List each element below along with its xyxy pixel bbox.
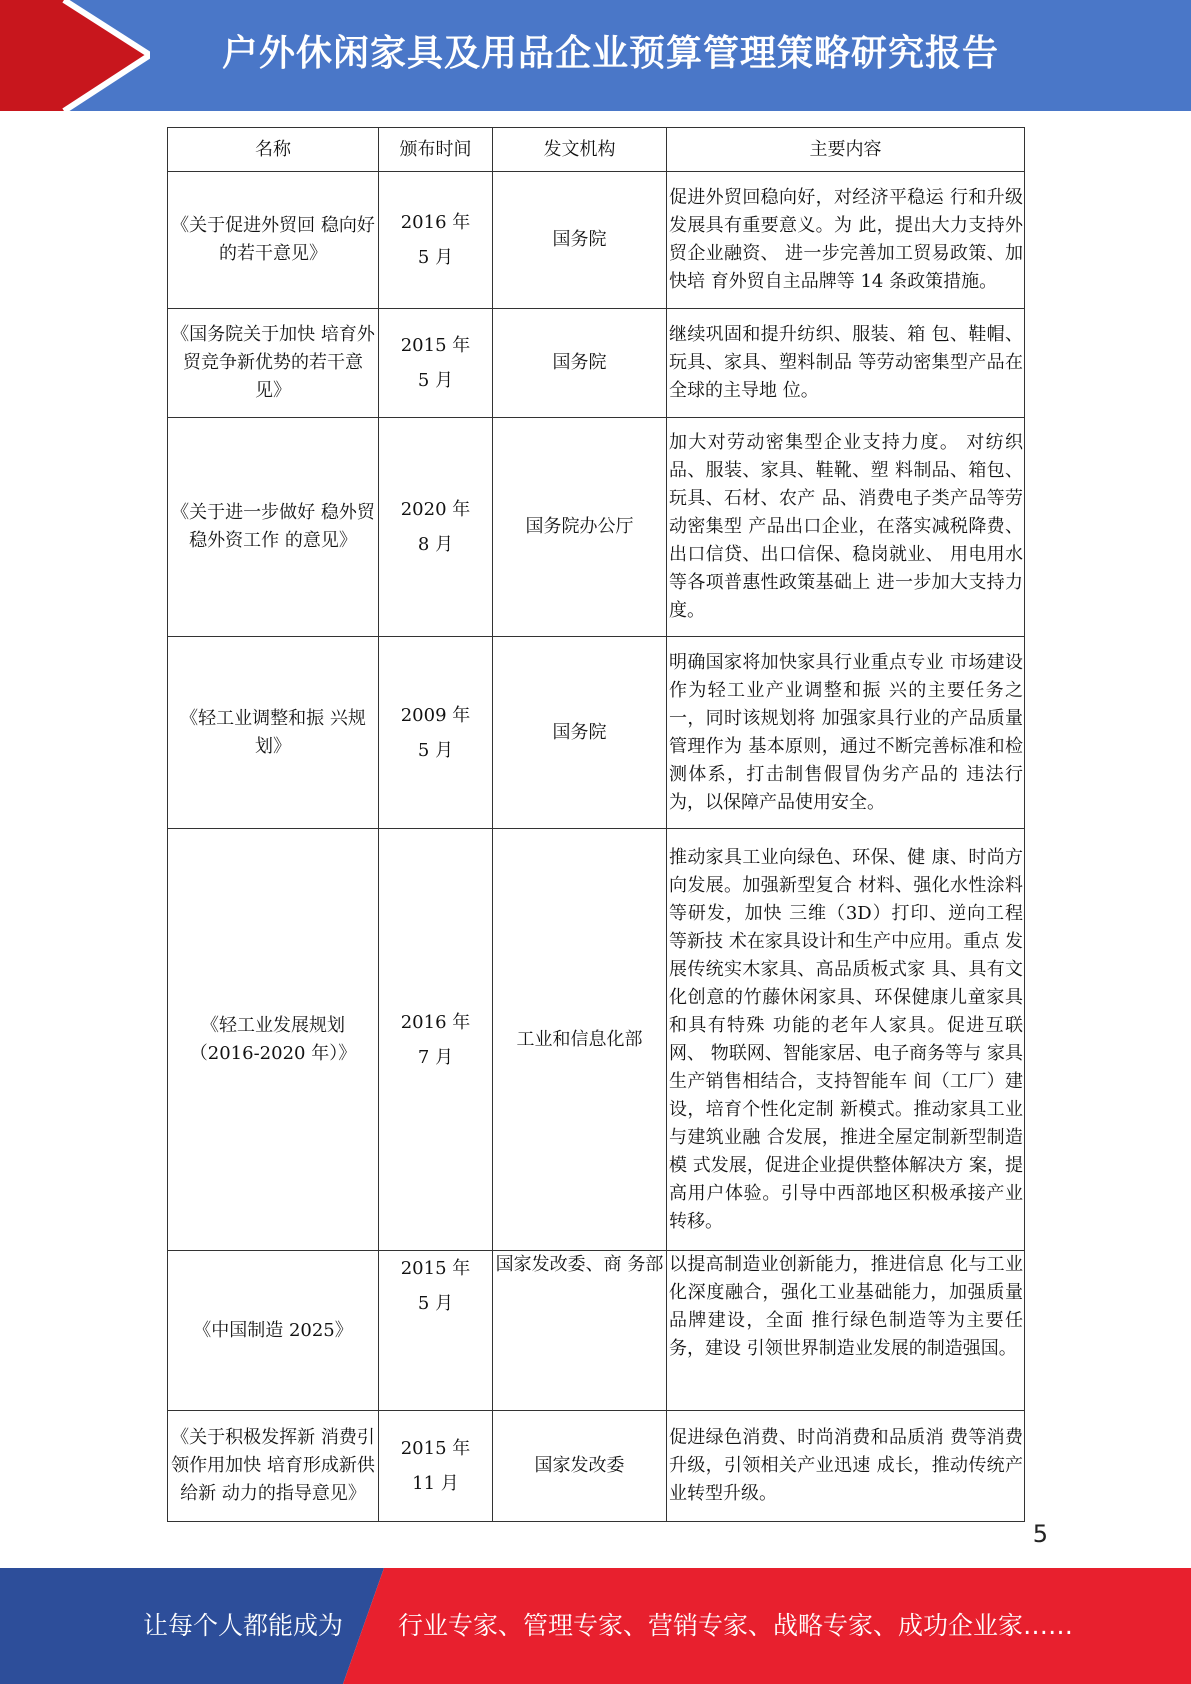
policy-table (167, 127, 1025, 1522)
policy-name: 《关于积极发挥新 消费引领作用加快 培育形成新供给新 动力的指导意见》 (168, 1411, 379, 1522)
policy-org: 国务院办公厅 (493, 418, 667, 637)
policy-org: 国务院 (493, 309, 667, 418)
policy-month: 5 月 (417, 1293, 454, 1314)
policy-date (379, 829, 493, 1251)
policy-year: 2016 年 (400, 1011, 471, 1033)
table-header-row (168, 128, 1025, 172)
policy-month: 7 月 (417, 1046, 454, 1068)
header-content: 主要内容 (667, 128, 1025, 172)
page-footer (0, 1568, 1191, 1684)
policy-name: 《关于促进外贸回 稳向好的若干意见》 (168, 172, 379, 309)
policy-year: 2015 年 (400, 335, 471, 356)
policy-year: 2015 年 (400, 1258, 471, 1279)
footer-slogan-left: 让每个人都能成为 (143, 1611, 344, 1640)
footer-slogan-right: 行业专家、管理专家、营销专家、战略专家、成功企业家…… (398, 1611, 1074, 1640)
header-name: 名称 (168, 128, 379, 172)
policy-org: 国务院 (493, 172, 667, 309)
policy-org: 国家发改委 (493, 1411, 667, 1522)
policy-date (379, 172, 493, 309)
header-arrow-graphic (0, 0, 150, 111)
policy-date (379, 418, 493, 637)
policy-content: 以提高制造业创新能力，推进信息 化与工业化深度融合，强化工业基础能力，加强质量品牌建设，全面 推行绿色制造等为主要任务，建设 引领世界制造业发展的制造强国。 (667, 1251, 1025, 1411)
policy-org: 工业和信息化部 (493, 829, 667, 1251)
policy-name: 《轻工业发展规划（2016-2020 年）》 (168, 829, 379, 1251)
header-org: 发文机构 (493, 128, 667, 172)
policy-date (379, 309, 493, 418)
table-row (168, 829, 1025, 1251)
policy-org: 国家发改委、商 务部 (493, 1251, 667, 1411)
table-row (168, 1251, 1025, 1411)
policy-month: 5 月 (417, 370, 454, 391)
policy-content: 加大对劳动密集型企业支持力度。 对纺织品、服装、家具、鞋靴、塑 料制品、箱包、玩具、石材、农产 品、消费电子类产品等劳动密集型 产品出口企业，在落实减税降费、 出口信贷、出口信保、稳岗就业、 用电用水等各项普惠性政策基础上 进一步加大支持力度。 (667, 418, 1025, 637)
policy-content: 促进绿色消费、时尚消费和品质消 费等消费升级，引领相关产业迅速 成长，推动传统产业转型升级。 (667, 1411, 1025, 1522)
policy-month: 5 月 (417, 739, 454, 761)
policy-content: 推动家具工业向绿色、环保、健 康、时尚方向发展。加强新型复合 材料、强化水性涂料等研发，加快 三维（3D）打印、逆向工程等新技 术在家具设计和生产中应用。重点 发展传统实木家具、高品质板式家 具、具有文化创意的竹藤休闲家具、环保健康儿童家具和具有特殊 功能的老年人家具。促进互联网、 物联网、智能家居、电子商务等与 家具生产销售相结合，支持智能车 间（工厂）建设，培育个性化定制 新模式。推动家具工业与建筑业融 合发展，推进全屋定制新型制造模 式发展，促进企业提供整体解决方 案，提高用户体验。引导中西部地区积极承接产业转移。 (667, 829, 1025, 1251)
policy-date (379, 1411, 493, 1522)
policy-name: 《国务院关于加快 培育外贸竞争新优势的若干意见》 (168, 309, 379, 418)
policy-name: 《中国制造 2025》 (168, 1251, 379, 1411)
policy-month: 11 月 (412, 1473, 459, 1494)
policy-content: 明确国家将加快家具行业重点专业 市场建设作为轻工业产业调整和振 兴的主要任务之一，同时该规划将 加强家具行业的产品质量管理作为 基本原则，通过不断完善标准和检 测体系，打击制售假冒伪劣产品的 违法行为，以保障产品使用安全。 (667, 637, 1025, 829)
table-row (168, 1411, 1025, 1522)
table-row (168, 309, 1025, 418)
policy-content: 继续巩固和提升纺织、服装、箱 包、鞋帽、玩具、家具、塑料制品 等劳动密集型产品在全球的主导地 位。 (667, 309, 1025, 418)
table-row (168, 172, 1025, 309)
policy-year: 2016 年 (400, 212, 471, 233)
table-row (168, 637, 1025, 829)
policy-name: 《关于进一步做好 稳外贸稳外资工作 的意见》 (168, 418, 379, 637)
table-row (168, 418, 1025, 637)
report-title: 户外休闲家具及用品企业预算管理策略研究报告 (222, 33, 1000, 74)
policy-name: 《轻工业调整和振 兴规划》 (168, 637, 379, 829)
policy-year: 2009 年 (400, 704, 471, 726)
header-date: 颁布时间 (379, 128, 493, 172)
policy-org: 国务院 (493, 637, 667, 829)
policy-year: 2015 年 (400, 1438, 471, 1459)
policy-month: 8 月 (417, 534, 454, 555)
page-header (0, 0, 1191, 111)
policy-date (379, 637, 493, 829)
policy-date (379, 1251, 493, 1411)
policy-year: 2020 年 (400, 499, 471, 520)
policy-content: 促进外贸回稳向好，对经济平稳运 行和升级发展具有重要意义。为 此，提出大力支持外贸企业融资、 进一步完善加工贸易政策、加快培 育外贸自主品牌等 14 条政策措施。 (667, 172, 1025, 309)
policy-month: 5 月 (417, 247, 454, 268)
page-number: 5 (1032, 1520, 1048, 1548)
